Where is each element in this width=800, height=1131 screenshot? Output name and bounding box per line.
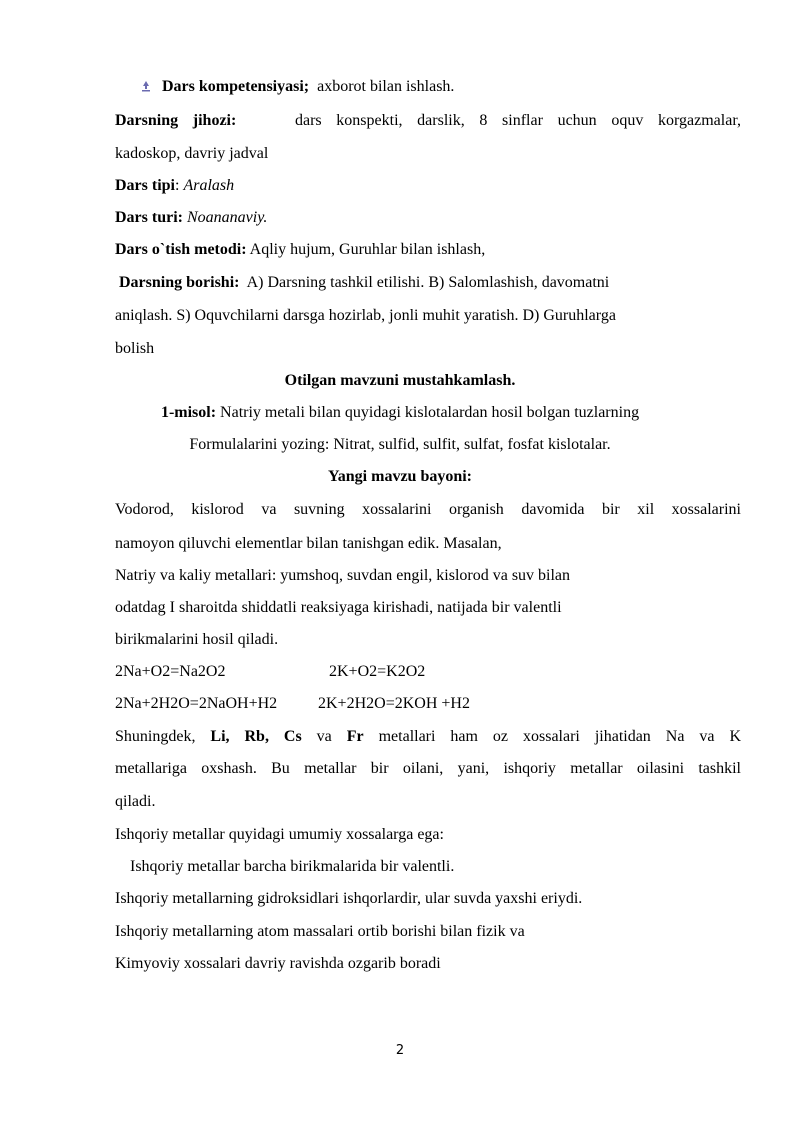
page-number: 2 [395,1043,405,1058]
lesson-kind-line [115,208,267,228]
body-p3a [115,727,741,747]
body-p3-bold: Li, Rb, Cs [210,728,302,745]
review-title-text: Otilgan mavzuni mustahkamlash. [284,372,516,389]
lesson-type-line: Dars tipi: Aralash [115,177,235,194]
lesson-kind-value: Noananaviy. [186,209,268,226]
process-line-1 [119,273,609,293]
lesson-kind-label: Dars turi: [115,209,183,226]
example-text-2: Formulalarini yozing: Nitrat, sulfid, sulfit, sulfat, fosfat kislotalar. [189,436,611,453]
example-line-1 [0,403,800,423]
process-text-1: A) Darsning tashkil etilishi. B) Salomlashish, davomatni [246,274,610,291]
body-p3-va: va [316,728,332,745]
process-text-3: bolish [115,340,155,357]
lesson-type-value: Aralash [183,177,235,194]
method-text: Aqliy hujum, Guruhlar bilan ishlash, [249,241,486,258]
body-p2c: birikmalarini hosil qiladi. [115,631,279,648]
example-text-1: Natriy metali bilan quyidagi kislotalardan hosil bolgan tuzlarning [220,404,640,421]
competence-text: axborot bilan ishlash. [317,78,455,95]
body-p3-rest: metallari ham oz xossalari jihatidan Na va K [378,728,742,745]
method-label: Dars o`tish metodi: [115,241,247,258]
equipment-text-2: kadoskop, davriy jadval [115,145,269,162]
process-text-2: aniqlash. S) Oquvchilarni darsga hozirlab, jonli muhit yaratish. D) Guruhlarga [115,307,616,324]
body-p3-fr: Fr [346,728,364,745]
lesson-type-label: Dars tipi [115,177,175,194]
body-p2a: Natriy va kaliy metallari: yumshoq, suvdan engil, kislorod va suv bilan [115,567,571,584]
body-p2b: odatdag I sharoitda shiddatli reaksiyaga kirishadi, natijada bir valentli [115,599,562,616]
equipment-label: Darsning jihozi: [115,112,237,129]
body-p3-pre: Shuningdek, [115,728,196,745]
equation-1b: 2K+O2=K2O2 [329,663,426,680]
competence-line [140,77,454,97]
body-p3b: metallariga oxshash. Bu metallar bir oilani, yani, ishqoriy metallar oilasini tashkil [115,760,741,777]
process-label: Darsning borishi: [119,274,240,291]
competence-label: Dars kompetensiyasi; [162,78,310,95]
body-p8: Kimyoviy xossalari davriy ravishda ozgarib boradi [115,955,441,972]
body-p4: Ishqoriy metallar quyidagi umumiy xossalarga ega: [115,826,444,843]
body-p1a: Vodorod, kislorod va suvning xossalarini organish davomida bir xil xossalarini [115,501,741,518]
method-line [115,240,485,260]
equation-2b: 2K+2H2O=2KOH +H2 [318,695,470,712]
body-p7: Ishqoriy metallarning atom massalari ortib borishi bilan fizik va [115,923,525,940]
equation-2a: 2Na+2H2O=2NaOH+H2 [115,695,278,712]
body-p6: Ishqoriy metallarning gidroksidlari ishqorlardir, ular suvda yaxshi eriydi. [115,890,583,907]
equipment-line [115,111,741,131]
review-title [0,371,800,391]
new-topic-title-text: Yangi mavzu bayoni: [327,468,473,485]
body-p1b: namoyon qiluvchi elementlar bilan tanishgan edik. Masalan, [115,535,502,552]
example-label: 1-misol: [160,404,217,421]
body-p3c: qiladi. [115,793,156,810]
body-p5: Ishqoriy metallar barcha birikmalarida bir valentli. [130,858,455,875]
equation-1a: 2Na+O2=Na2O2 [115,663,226,680]
arrow-bullet-icon [140,80,152,92]
equipment-text: dars konspekti, darslik, 8 sinflar uchun oquv korgazmalar, [294,112,742,129]
new-topic-title [0,467,800,487]
